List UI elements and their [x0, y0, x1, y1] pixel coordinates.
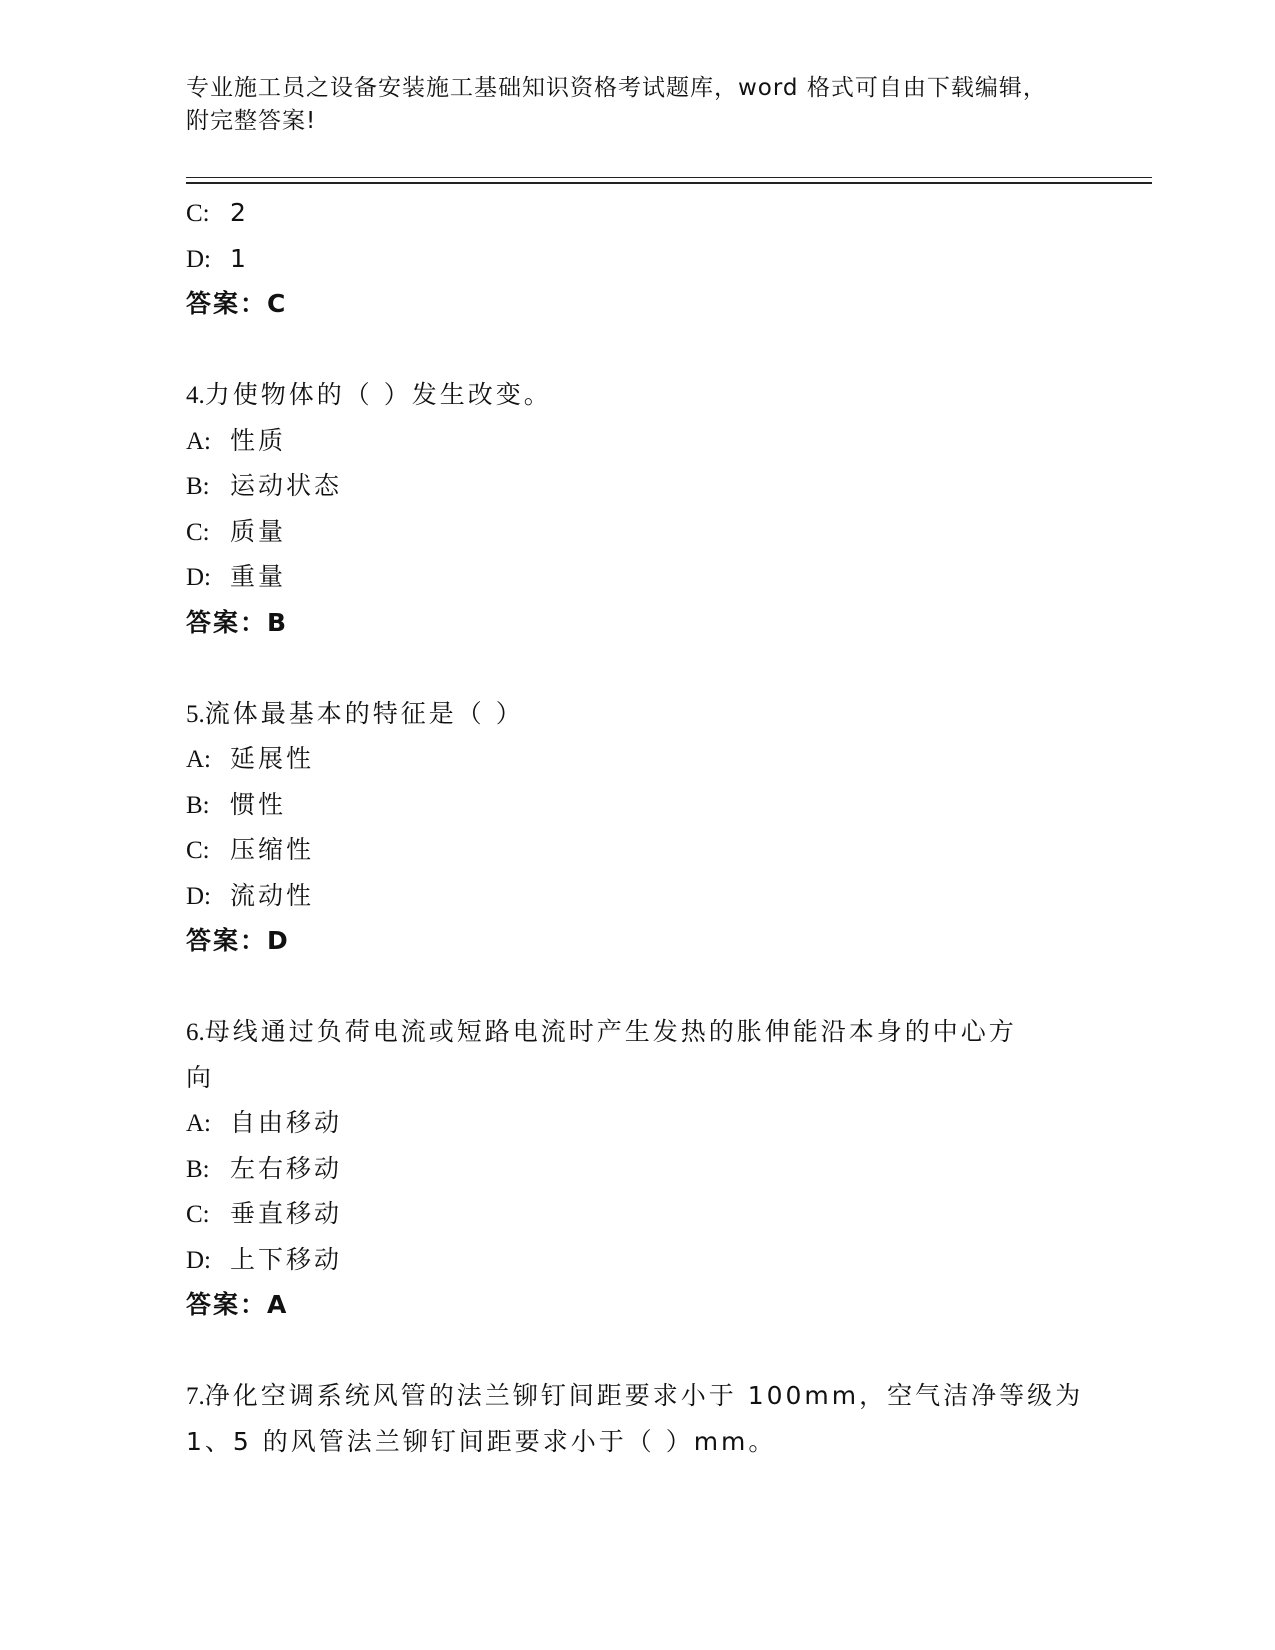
option-text: 惯性	[230, 789, 287, 819]
header-line-1: 专业施工员之设备安装施工基础知识资格考试题库，word 格式可自由下载编辑，	[186, 75, 1047, 101]
option-text: 左右移动	[230, 1153, 343, 1183]
question-stem	[186, 691, 1086, 737]
option-key: C:	[186, 200, 210, 227]
option-row	[186, 1100, 1086, 1146]
option-row	[186, 1191, 1086, 1237]
option-row	[186, 782, 1086, 828]
question-number: 6.	[186, 1019, 205, 1046]
option-text: 自由移动	[230, 1108, 343, 1137]
option-text: 压缩性	[230, 835, 315, 864]
document-header	[186, 72, 1066, 138]
option-key: A:	[186, 1110, 211, 1137]
option-text: 性质	[230, 425, 287, 455]
question-text: 净化空调系统风管的法兰铆钉间距要求小于 100mm，空气洁净等级为	[204, 1381, 1084, 1410]
option-key: A:	[186, 427, 211, 455]
option-text: 2	[230, 198, 249, 227]
option-key: C:	[186, 837, 210, 864]
option-key: A:	[186, 746, 211, 773]
answer-line: 答案：A	[186, 1290, 289, 1319]
option-key: C:	[186, 1201, 210, 1228]
question-number: 5.	[186, 700, 205, 728]
spacer	[186, 1328, 1086, 1374]
spacer	[186, 645, 1086, 691]
option-text: 重量	[230, 562, 287, 591]
option-row	[186, 509, 1086, 555]
option-text: 延展性	[230, 744, 315, 773]
option-text: 运动状态	[230, 471, 343, 500]
option-text: 质量	[230, 516, 287, 546]
answer-line: 答案：C	[186, 289, 288, 318]
option-row	[186, 1146, 1086, 1192]
option-text: 垂直移动	[230, 1199, 343, 1228]
question-text: 母线通过负荷电流或短路电流时产生发热的胀伸能沿本身的中心方	[204, 1017, 1017, 1046]
spacer	[186, 327, 1086, 373]
question-number: 7.	[186, 1383, 205, 1410]
option-key: D:	[186, 882, 211, 910]
option-key: D:	[186, 245, 211, 273]
option-key: B:	[186, 473, 210, 500]
question-text-continued: 向	[186, 1062, 215, 1092]
option-text: 1	[230, 243, 249, 273]
option-text: 上下移动	[230, 1244, 343, 1274]
option-row	[186, 236, 1086, 282]
option-row	[186, 873, 1086, 919]
option-row	[186, 827, 1086, 873]
option-key: D:	[186, 564, 211, 591]
question-text: 力使物体的（ ）发生改变。	[204, 380, 552, 409]
option-key: C:	[186, 518, 210, 546]
option-row	[186, 736, 1086, 782]
question-stem	[186, 372, 1086, 418]
option-key: D:	[186, 1246, 211, 1274]
option-row	[186, 1237, 1086, 1283]
option-row	[186, 554, 1086, 600]
question-text: 流体最基本的特征是（ ）	[204, 698, 524, 728]
option-key: B:	[186, 791, 210, 819]
question-list	[186, 190, 1086, 1464]
option-row	[186, 418, 1086, 464]
spacer	[186, 964, 1086, 1010]
question-number: 4.	[186, 382, 205, 409]
header-line-2: 附完整答案!	[186, 108, 317, 134]
header-divider-thick	[186, 182, 1152, 184]
option-row	[186, 190, 1086, 236]
option-key: B:	[186, 1155, 210, 1183]
answer-line: 答案：D	[186, 926, 290, 955]
question-stem	[186, 1373, 1086, 1419]
answer-line: 答案：B	[186, 607, 289, 637]
question-stem	[186, 1009, 1086, 1055]
header-divider-thin	[186, 177, 1152, 178]
option-row	[186, 463, 1086, 509]
question-text-continued: 1、5 的风管法兰铆钉间距要求小于（ ）mm。	[186, 1426, 777, 1456]
option-text: 流动性	[230, 880, 315, 910]
